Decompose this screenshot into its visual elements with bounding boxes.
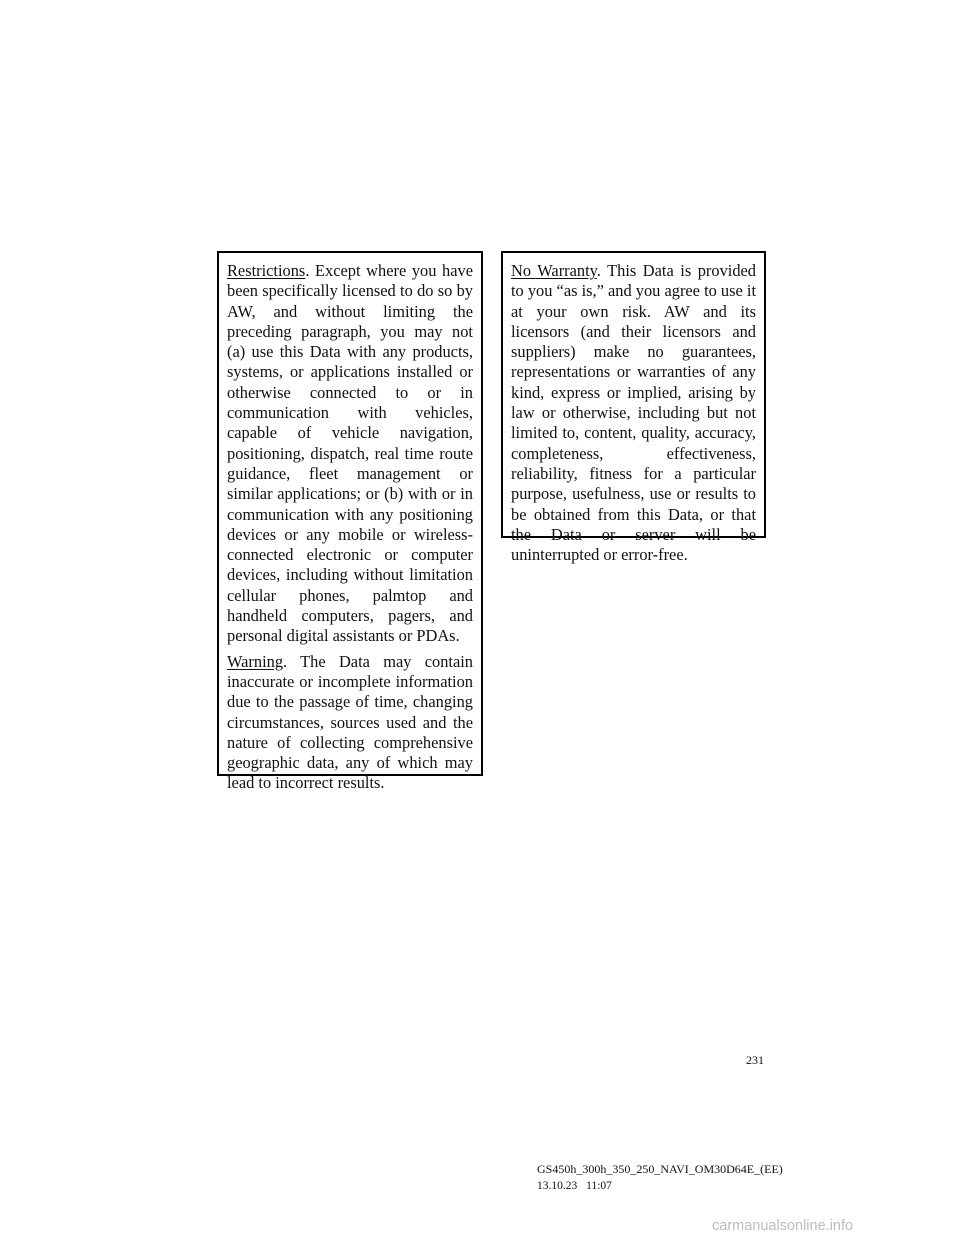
warning-heading: Warning bbox=[227, 651, 284, 671]
no-warranty-paragraph bbox=[511, 261, 756, 565]
page-number: 231 bbox=[746, 1053, 764, 1067]
no-warranty-heading: No Warranty bbox=[511, 261, 597, 280]
warning-paragraph bbox=[227, 652, 473, 794]
restrictions-body: . Except where you have been specifically licensed to do so by AW, and without limiting the preceding paragraph, you may not (a) use this Data with any products, systems, or applications installed or otherwise connected to or in communication with vehicles, capable of vehicle navigation, positioning, dispatch, real time route guidance, fleet management or similar applications; or (b) with or in communication with any positioning devices or any mobile or wireless-connected electronic or computer devices, including without limitation cellular phones, palmtop and handheld computers, pagers, and personal digital assistants or PDAs. bbox=[227, 261, 473, 646]
no-warranty-body: . This Data is provided to you “as is,” and you agree to use it at your own risk. AW and its licensors (and their licensors and suppliers) make no guarantees, representations or warranties of any kind, express or implied, arising by law or otherwise, including but not limited to, content, quality, accuracy, completeness, effectiveness, reliability, fitness for a particular purpose, usefulness, use or results to be obtained from this Data, or that the Data or server will be uninterrupted or error-free. bbox=[511, 261, 756, 565]
no-warranty-box bbox=[501, 251, 766, 565]
footer-doc-code: GS450h_300h_350_250_NAVI_OM30D64E_(EE) bbox=[537, 1162, 783, 1176]
watermark: carmanualsonline.info bbox=[712, 1218, 854, 1234]
restrictions-paragraph bbox=[227, 261, 473, 647]
restrictions-warning-box bbox=[217, 251, 483, 793]
footer-date-time: 13.10.23 11:07 bbox=[537, 1180, 612, 1192]
restrictions-heading: Restrictions bbox=[227, 261, 306, 280]
warning-body: . The Data may contain inaccurate or incomplete information due to the passage of time, changing circumstances, sources used and the nature of collecting comprehensive geographic data, any of which may lead to incorrect results. bbox=[227, 651, 473, 793]
